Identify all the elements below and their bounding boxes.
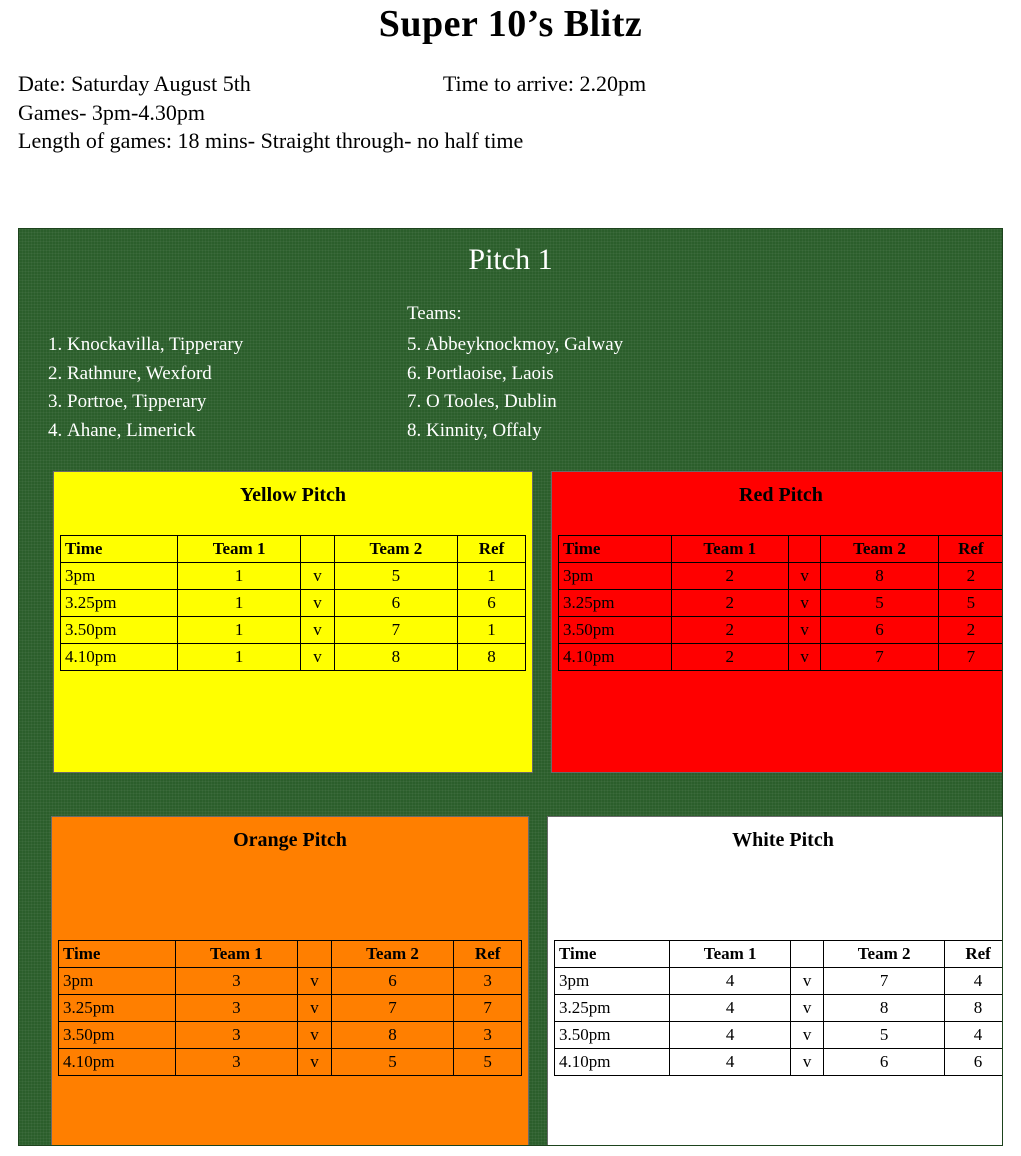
cell-team2: 7 — [334, 617, 457, 644]
cell-versus: v — [298, 968, 331, 995]
page-title: Super 10’s Blitz — [378, 3, 643, 45]
cell-time: 4.10pm — [59, 1049, 176, 1076]
cell-ref: 3 — [454, 1022, 522, 1049]
table-row — [59, 968, 522, 995]
white-pitch-title: White Pitch — [732, 829, 834, 851]
list-item: 3. Portroe, Tipperary — [67, 388, 395, 417]
pitch-heading: Pitch 1 — [468, 243, 553, 276]
cell-ref: 4 — [945, 1022, 1003, 1049]
table-row — [61, 563, 526, 590]
details-line-length: Length of games: 18 mins- Straight through- no half time — [18, 128, 524, 154]
table-header-row — [559, 536, 1004, 563]
cell-versus: v — [301, 644, 335, 671]
cell-team2: 7 — [824, 968, 945, 995]
cell-ref: 4 — [945, 968, 1003, 995]
list-item: 5. Abbeyknockmoy, Galway — [407, 334, 624, 355]
cell-versus: v — [791, 1049, 824, 1076]
cell-versus: v — [301, 563, 335, 590]
cell-ref: 6 — [945, 1049, 1003, 1076]
yellow-pitch-table — [60, 535, 526, 671]
header-time: Time — [59, 941, 176, 968]
table-row — [559, 617, 1004, 644]
cell-ref: 7 — [454, 995, 522, 1022]
cell-team1: 3 — [175, 1022, 298, 1049]
header-team1: Team 1 — [178, 536, 301, 563]
cell-ref: 5 — [938, 590, 1003, 617]
list-item: 1. Knockavilla, Tipperary — [67, 331, 395, 360]
cell-team2: 7 — [331, 995, 454, 1022]
cell-time: 4.10pm — [559, 644, 672, 671]
cell-ref: 5 — [454, 1049, 522, 1076]
table-row — [559, 644, 1004, 671]
cell-team1: 4 — [670, 1022, 791, 1049]
cell-team2: 6 — [331, 968, 454, 995]
cell-time: 4.10pm — [61, 644, 178, 671]
table-row — [59, 995, 522, 1022]
pitch-1-board — [18, 228, 1003, 1146]
header-ref: Ref — [454, 941, 522, 968]
cell-team2: 8 — [334, 644, 457, 671]
cell-versus: v — [298, 1049, 331, 1076]
cell-ref: 3 — [454, 968, 522, 995]
header-team2: Team 2 — [331, 941, 454, 968]
cell-versus: v — [301, 590, 335, 617]
header-time: Time — [61, 536, 178, 563]
table-row — [559, 590, 1004, 617]
white-pitch-card — [547, 816, 1003, 1146]
table-row — [555, 1022, 1004, 1049]
yellow-pitch-card — [53, 471, 533, 773]
cell-team2: 5 — [821, 590, 938, 617]
cell-team2: 5 — [334, 563, 457, 590]
cell-team1: 4 — [670, 968, 791, 995]
cell-time: 3pm — [59, 968, 176, 995]
cell-team1: 3 — [175, 1049, 298, 1076]
cell-time: 3.50pm — [61, 617, 178, 644]
cell-ref: 8 — [458, 644, 526, 671]
red-pitch-title: Red Pitch — [739, 484, 823, 506]
cell-team2: 6 — [821, 617, 938, 644]
table-row — [555, 995, 1004, 1022]
cell-versus: v — [788, 617, 820, 644]
red-pitch-table — [558, 535, 1003, 671]
cell-time: 3.25pm — [61, 590, 178, 617]
cell-team1: 3 — [175, 968, 298, 995]
cell-team1: 1 — [178, 617, 301, 644]
teams-label: Teams: — [407, 303, 462, 324]
header-team1: Team 1 — [175, 941, 298, 968]
details-line-date — [18, 70, 1021, 99]
cell-team1: 1 — [178, 644, 301, 671]
header-versus — [301, 536, 335, 563]
cell-team1: 3 — [175, 995, 298, 1022]
cell-team2: 8 — [824, 995, 945, 1022]
cell-time: 3.50pm — [555, 1022, 670, 1049]
table-row — [61, 590, 526, 617]
cell-team2: 5 — [331, 1049, 454, 1076]
teams-list-left — [35, 331, 395, 445]
cell-time: 3pm — [61, 563, 178, 590]
cell-team2: 5 — [824, 1022, 945, 1049]
cell-time: 3pm — [555, 968, 670, 995]
event-details — [0, 70, 1021, 156]
cell-time: 4.10pm — [555, 1049, 670, 1076]
red-pitch-card — [551, 471, 1003, 773]
table-header-row — [555, 941, 1004, 968]
arrive-label: Time to arrive: 2.20pm — [442, 71, 647, 96]
cell-versus: v — [791, 968, 824, 995]
list-item: 8. Kinnity, Offaly — [407, 419, 542, 441]
header-team2: Team 2 — [334, 536, 457, 563]
header-versus — [788, 536, 820, 563]
header-ref: Ref — [945, 941, 1003, 968]
cell-team2: 7 — [821, 644, 938, 671]
date-label: Date: Saturday August 5th — [18, 71, 251, 96]
white-pitch-table — [554, 940, 1003, 1076]
cell-time: 3.50pm — [59, 1022, 176, 1049]
cell-versus: v — [298, 1022, 331, 1049]
table-row — [61, 644, 526, 671]
teams-list-right — [407, 331, 807, 445]
header-time: Time — [555, 941, 670, 968]
cell-team1: 4 — [670, 995, 791, 1022]
cell-team1: 4 — [670, 1049, 791, 1076]
cell-team2: 8 — [331, 1022, 454, 1049]
cell-team1: 2 — [671, 617, 788, 644]
header-versus — [298, 941, 331, 968]
teams-block — [19, 303, 1002, 441]
cell-ref: 8 — [945, 995, 1003, 1022]
table-header-row — [61, 536, 526, 563]
cell-time: 3.25pm — [59, 995, 176, 1022]
cell-versus: v — [791, 995, 824, 1022]
list-item: 6. Portlaoise, Laois — [407, 362, 554, 384]
cell-versus: v — [788, 644, 820, 671]
header-versus — [791, 941, 824, 968]
cell-team1: 2 — [671, 590, 788, 617]
orange-pitch-table — [58, 940, 522, 1076]
header-team2: Team 2 — [821, 536, 938, 563]
cell-team2: 6 — [824, 1049, 945, 1076]
list-item: 4. Ahane, Limerick — [67, 417, 395, 446]
details-line-games: Games- 3pm-4.30pm — [18, 99, 205, 125]
header-ref: Ref — [458, 536, 526, 563]
cell-time: 3.50pm — [559, 617, 672, 644]
table-row — [555, 1049, 1004, 1076]
cell-versus: v — [301, 617, 335, 644]
header-team1: Team 1 — [670, 941, 791, 968]
table-row — [59, 1049, 522, 1076]
cell-team1: 2 — [671, 644, 788, 671]
header-team1: Team 1 — [671, 536, 788, 563]
cell-ref: 1 — [458, 563, 526, 590]
list-item: 2. Rathnure, Wexford — [67, 360, 395, 389]
cell-time: 3.25pm — [555, 995, 670, 1022]
cell-versus: v — [298, 995, 331, 1022]
table-row — [59, 1022, 522, 1049]
cell-time: 3.25pm — [559, 590, 672, 617]
table-header-row — [59, 941, 522, 968]
cell-versus: v — [788, 590, 820, 617]
cell-team1: 2 — [671, 563, 788, 590]
cell-team2: 8 — [821, 563, 938, 590]
cell-ref: 2 — [938, 617, 1003, 644]
list-item: 7. O Tooles, Dublin — [407, 391, 557, 412]
header-time: Time — [559, 536, 672, 563]
cell-ref: 6 — [458, 590, 526, 617]
cell-time: 3pm — [559, 563, 672, 590]
cell-ref: 2 — [938, 563, 1003, 590]
cell-team1: 1 — [178, 563, 301, 590]
table-row — [61, 617, 526, 644]
header-team2: Team 2 — [824, 941, 945, 968]
cell-versus: v — [791, 1022, 824, 1049]
cell-versus: v — [788, 563, 820, 590]
table-row — [555, 968, 1004, 995]
orange-pitch-card — [51, 816, 529, 1146]
cell-ref: 7 — [938, 644, 1003, 671]
header-ref: Ref — [938, 536, 1003, 563]
cell-ref: 1 — [458, 617, 526, 644]
table-row — [559, 563, 1004, 590]
cell-team2: 6 — [334, 590, 457, 617]
cell-team1: 1 — [178, 590, 301, 617]
yellow-pitch-title: Yellow Pitch — [239, 484, 347, 506]
orange-pitch-title: Orange Pitch — [233, 829, 347, 851]
